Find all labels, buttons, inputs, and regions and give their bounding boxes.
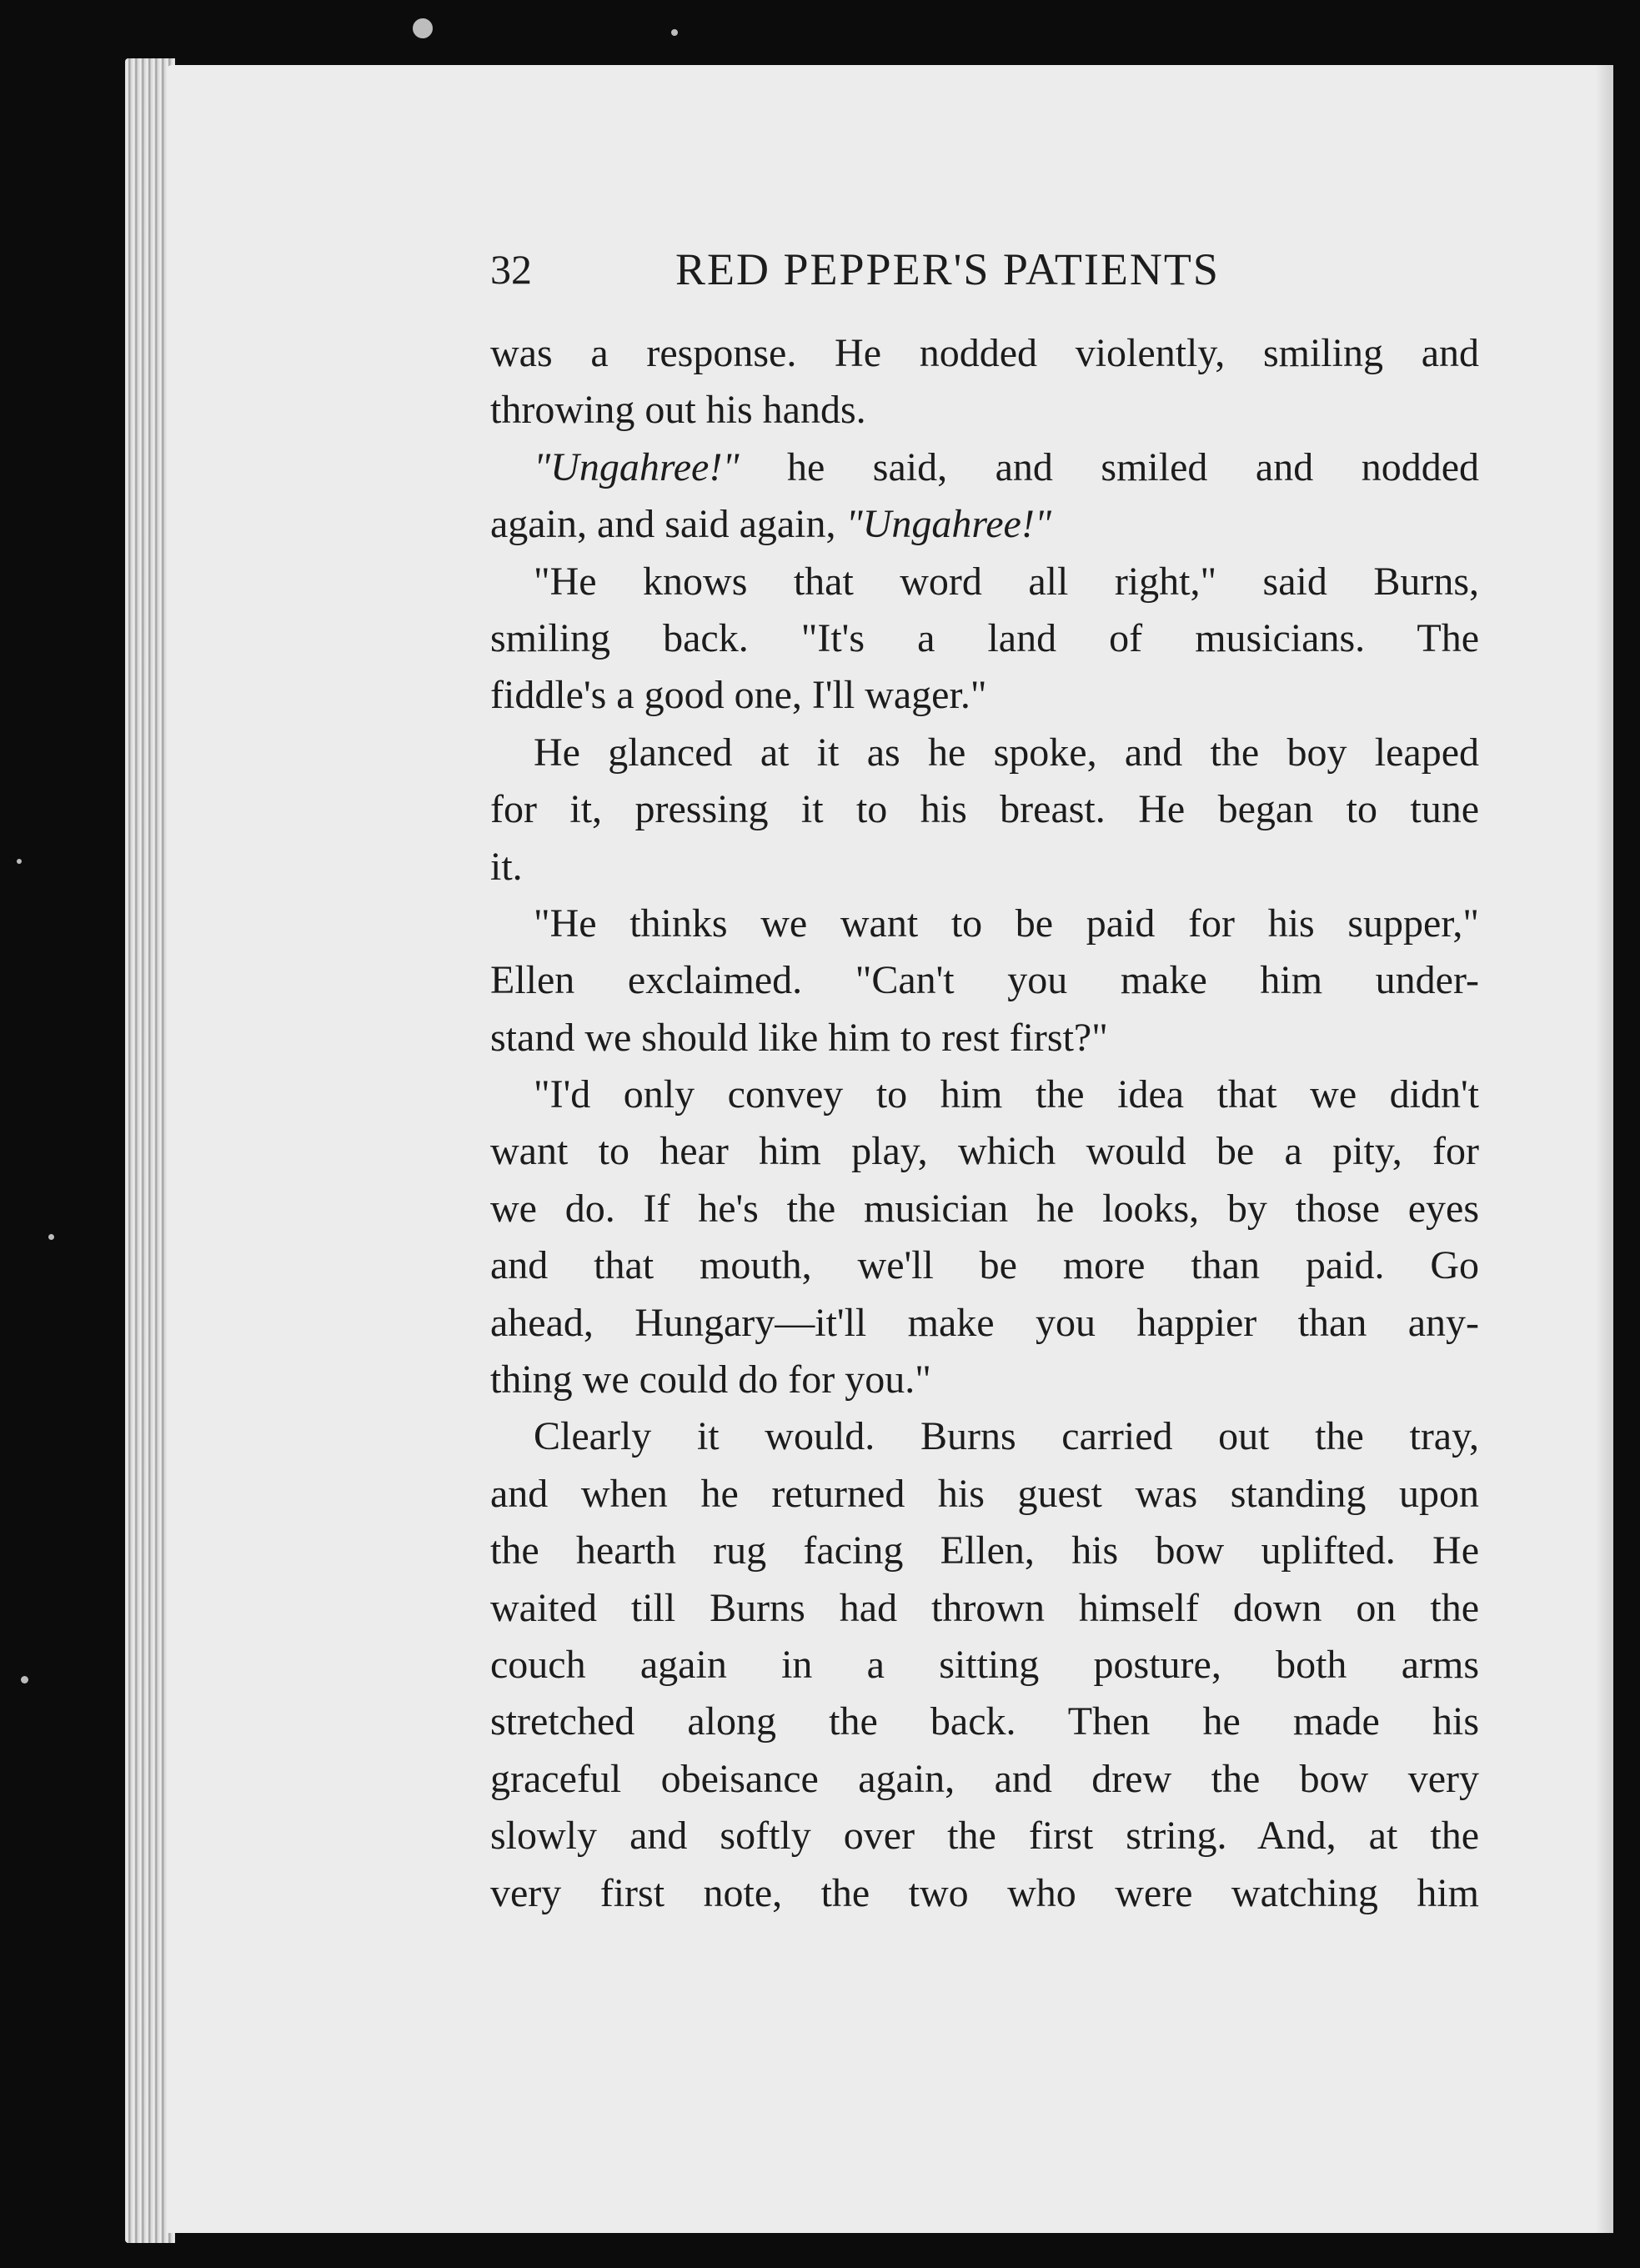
italic-word: "Ungahree!" (534, 444, 740, 489)
text-line: "He knows that word all right," said Burns, (534, 559, 1479, 604)
text-line: "I'd only convey to him the idea that we didn't (534, 1072, 1479, 1117)
text-line: it. (490, 844, 523, 889)
text-line: couch again in a sitting posture, both arms (490, 1642, 1479, 1687)
running-title: RED PEPPER'S PATIENTS (675, 244, 1220, 294)
text-line: graceful obeisance again, and drew the bow very (490, 1756, 1479, 1801)
text-line: stand we should like him to rest first?" (490, 1015, 1108, 1060)
italic-word: "Ungahree!" (845, 502, 1051, 547)
text-line: for it, pressing it to his breast. He began to tune (490, 787, 1479, 832)
text-line: smiling back. "It's a land of musicians. The (490, 615, 1479, 660)
text-line: "He thinks we want to be paid for his supper," (534, 901, 1479, 946)
text-line: slowly and softly over the first string. And, at the (490, 1814, 1479, 1859)
text-line: Clearly it would. Burns carried out the tray, (534, 1414, 1479, 1459)
page-header (490, 240, 1482, 299)
text-line: stretched along the back. Then he made his (490, 1699, 1479, 1744)
text-line (490, 439, 1479, 496)
scan-speck (21, 1676, 28, 1683)
text-line: the hearth rug facing Ellen, his bow uplifted. He (490, 1528, 1479, 1573)
body-text (490, 325, 1479, 1922)
text-line: waited till Burns had thrown himself down on the (490, 1585, 1479, 1630)
scan-speck (48, 1234, 54, 1240)
text-line: He glanced at it as he spoke, and the boy leaped (534, 730, 1479, 775)
text-line (490, 496, 1479, 553)
page-number: 32 (490, 246, 532, 293)
scan-speck (17, 859, 22, 864)
scan-speck (413, 18, 433, 38)
text-line: throwing out his hands. (490, 388, 866, 433)
text-line: and that mouth, we'll be more than paid. Go (490, 1243, 1479, 1288)
text-line: fiddle's a good one, I'll wager." (490, 673, 987, 718)
text-line: was a response. He nodded violently, smiling and (490, 331, 1479, 375)
text-line: Ellen exclaimed. "Can't you make him under- (490, 958, 1479, 1003)
text-line: thing we could do for you." (490, 1357, 931, 1402)
text-segment: again, and said again, (490, 502, 836, 547)
scan-speck (671, 29, 678, 36)
text-line: want to hear him play, which would be a pity, for (490, 1129, 1479, 1174)
text-line: and when he returned his guest was standing upon (490, 1471, 1479, 1516)
text-line: we do. If he's the musician he looks, by those eyes (490, 1186, 1479, 1231)
text-line: very first note, the two who were watching him (490, 1870, 1479, 1915)
text-line: ahead, Hungary—it'll make you happier than any- (490, 1300, 1479, 1345)
text-segment: he said, and smiled and nodded (786, 444, 1479, 489)
